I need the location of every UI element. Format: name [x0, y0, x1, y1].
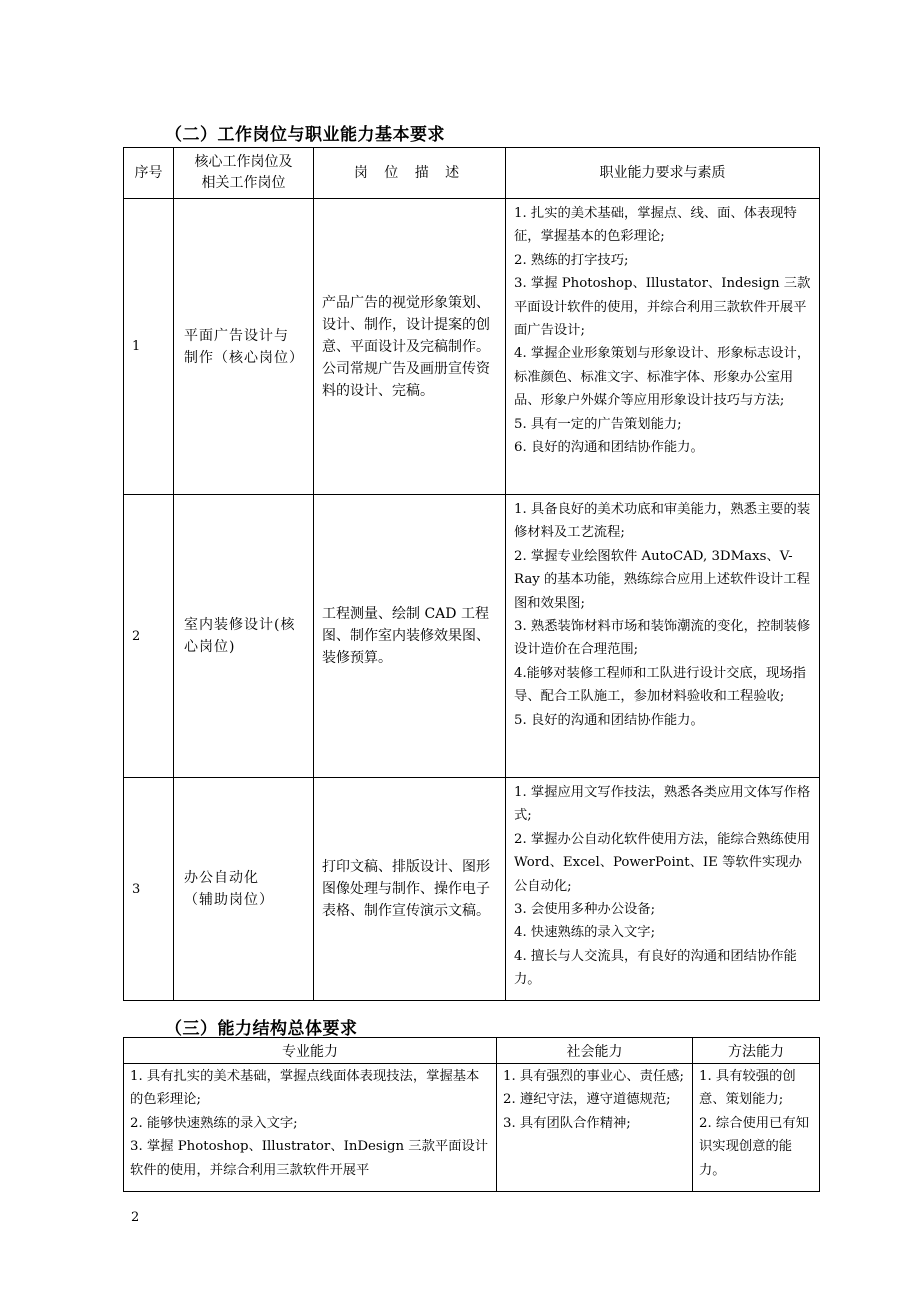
section3-title: （三）能力结构总体要求: [165, 1019, 358, 1039]
post-line: （辅助岗位）: [184, 892, 274, 908]
row-abilities: [506, 199, 820, 495]
header-professional: 专业能力: [124, 1038, 497, 1064]
table-row: [124, 778, 820, 1001]
ability-item: 4. 掌握企业形象策划与形象设计、形象标志设计，标准颜色、标准文字、标准字体、形象办公室用品、形象户外媒介等应用形象设计技巧与方法;: [514, 346, 811, 409]
post-line: 室内装修设计(核: [184, 617, 296, 633]
ability-item: 6. 良好的沟通和团结协作能力。: [514, 440, 704, 456]
row-post: [174, 778, 314, 1001]
ability-item: 2. 综合使用已有知识实现创意的能力。: [699, 1115, 809, 1178]
ability-item: 2. 掌握专业绘图软件 AutoCAD, 3DMaxs、V-Ray 的基本功能，熟练综合应用上述软件设计工程图和效果图;: [514, 548, 810, 611]
ability-item: 1. 掌握应用文写作技法，熟悉各类应用文体写作格式;: [514, 785, 811, 824]
desc-line: 公司常规广告及画册宣传资料的设计、完稿。: [322, 360, 490, 399]
social-abilities: [497, 1064, 693, 1192]
ability-item: 2. 掌握办公自动化软件使用方法，能综合熟练使用 Word、Excel、PowerPoint、IE 等软件实现办公自动化;: [514, 831, 811, 894]
row-number: 3: [124, 778, 174, 1001]
ability-item: 1. 具有扎实的美术基础，掌握点线面体表现技法，掌握基本的色彩理论;: [130, 1069, 480, 1108]
table-header-row: [124, 148, 820, 199]
ability-item: 2. 熟练的打字技巧;: [514, 252, 629, 268]
desc-line: 产品广告的视觉形象策划、设计、制作，设计提案的创意、平面设计及完稿制作。: [322, 294, 490, 355]
header-desc: 岗 位 描 述: [314, 148, 506, 199]
table-row: [124, 495, 820, 778]
row-abilities: [506, 495, 820, 778]
ability-item: 5. 具有一定的广告策划能力;: [514, 416, 682, 432]
ability-item: 3. 掌握 Photoshop、Illustator、Indesign 三款平面设计软件的使用，并综合利用三款软件开展平面广告设计;: [514, 276, 811, 339]
ability-structure-table: [123, 1037, 820, 1192]
ability-item: 1. 具备良好的美术功底和审美能力，熟悉主要的装修材料及工艺流程;: [514, 502, 811, 541]
header-abilities: 职业能力要求与素质: [506, 148, 820, 199]
method-abilities: [693, 1064, 820, 1192]
ability-item: 4. 擅长与人交流具，有良好的沟通和团结协作能力。: [514, 948, 797, 988]
ability-item: 1. 具有较强的创意、策划能力;: [699, 1069, 796, 1108]
page-number: 2: [131, 1210, 140, 1225]
post-line: 办公自动化: [184, 870, 259, 886]
desc-line: 工程测量、绘制 CAD 工程图、制作室内装修效果图、装修预算。: [322, 606, 490, 666]
ability-item: 3. 掌握 Photoshop、Illustrator、InDesign 三款平面设计软件的使用，并综合利用三款软件开展平: [130, 1139, 489, 1178]
row-post: [174, 199, 314, 495]
row-post: [174, 495, 314, 778]
table-header-row: [124, 1038, 820, 1064]
header-social: 社会能力: [497, 1038, 693, 1064]
header-post: [174, 148, 314, 199]
row-number: 1: [124, 199, 174, 495]
header-post-line: 核心工作岗位及: [194, 154, 293, 170]
header-post-line: 相关工作岗位: [201, 175, 286, 191]
row-description: [314, 778, 506, 1001]
job-requirements-table: [123, 147, 820, 1001]
ability-item: 2. 能够快速熟练的录入文字;: [130, 1115, 298, 1131]
desc-line: 打印文稿、排版设计、图形图像处理与制作、操作电子表格、制作宣传演示文稿。: [322, 859, 490, 919]
header-seq: 序号: [124, 148, 174, 199]
post-line: 制作（核心岗位）: [184, 349, 304, 366]
ability-item: 3. 具有团队合作精神;: [503, 1115, 631, 1131]
ability-item: 1. 扎实的美术基础，掌握点、线、面、体表现特征，掌握基本的色彩理论;: [514, 206, 797, 245]
ability-item: 4.能够对装修工程师和工队进行设计交底，现场指导、配合工队施工，参加材料验收和工程验收;: [514, 665, 806, 705]
row-number: 2: [124, 495, 174, 778]
table-row: [124, 199, 820, 495]
ability-item: 3. 会使用多种办公设备;: [514, 902, 656, 918]
section2-title: （二）工作岗位与职业能力基本要求: [165, 125, 445, 145]
row-description: [314, 199, 506, 495]
table-row: [124, 1064, 820, 1192]
row-description: [314, 495, 506, 778]
ability-item: 1. 具有强烈的事业心、责任感;: [503, 1069, 684, 1084]
header-method: 方法能力: [693, 1038, 820, 1064]
ability-item: 2. 遵纪守法，遵守道德规范;: [503, 1092, 671, 1108]
post-line: 心岗位): [184, 639, 236, 655]
ability-item: 4. 快速熟练的录入文字;: [514, 925, 656, 941]
row-abilities: [506, 778, 820, 1001]
ability-item: 3. 熟悉装饰材料市场和装饰潮流的变化，控制装修设计造价在合理范围;: [514, 619, 811, 658]
professional-abilities: [124, 1064, 497, 1192]
post-line: 平面广告设计与: [184, 327, 289, 344]
ability-item: 5. 良好的沟通和团结协作能力。: [514, 712, 704, 728]
